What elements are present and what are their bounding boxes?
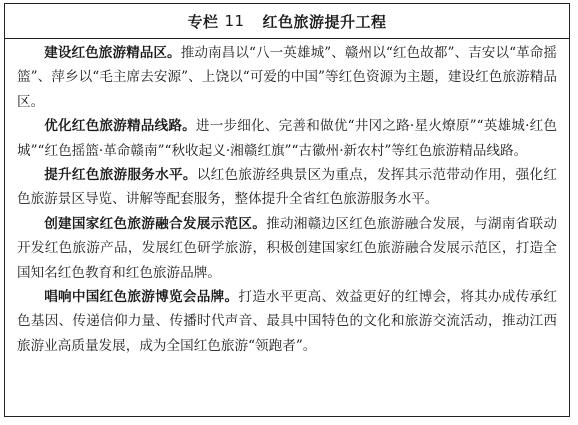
column-content (5, 39, 569, 358)
paragraph-heading: 提升红色旅游服务水平。 (44, 167, 197, 184)
paragraph-tour-routes (17, 114, 557, 163)
paragraph-showcase-areas (17, 41, 557, 114)
paragraph-text: 推动南昌以“八一英雄城”、赣州以“红色故都”、吉安以“革命摇篮”、萍乡以“毛主席去安源”、上饶以“可爱的中国”等红色资源为主题，建设红色旅游精品区。 (17, 45, 558, 110)
column-title: 红色旅游提升工程 (262, 12, 387, 31)
paragraph-heading: 建设红色旅游精品区。 (44, 45, 181, 61)
paragraph-heading: 创建国家红色旅游融合发展示范区。 (44, 215, 267, 232)
paragraph-demonstration-zone (17, 212, 557, 285)
column-title-bar (5, 4, 569, 39)
column-box (4, 3, 570, 417)
paragraph-text: 进一步细化、完善和做优“井冈之路·星火燎原”“英雄城·红色城”“红色摇篮·革命赣南”“秋收起义·湘赣红旗”“古徽州·新农村”等红色旅游精品线路。 (17, 118, 557, 159)
paragraph-heading: 优化红色旅游精品线路。 (44, 118, 196, 135)
paragraph-text: 以红色旅游经典景区为重点，发挥其示范带动作用，强化红色旅游景区导览、讲解等配套服务，整体提升全省红色旅游服务水平。 (17, 167, 558, 208)
paragraph-expo-brand (17, 285, 557, 358)
paragraph-text: 推动湘赣边区红色旅游融合发展，与湖南省联动开发红色旅游产品，发展红色研学旅游，积极创建国家红色旅游融合发展示范区，打造全国知名红色教育和红色旅游品牌。 (17, 215, 557, 281)
paragraph-heading: 唱响中国红色旅游博览会品牌。 (44, 289, 239, 306)
column-number: 11 (224, 12, 245, 30)
column-label: 专栏 (187, 12, 219, 31)
paragraph-text: 打造水平更高、效益更好的红博会，将其办成传承红色基因、传递信仰力量、传播时代声音、最具中国特色的文化和旅游交流活动，推动江西旅游业高质量发展，成为全国红色旅游“领跑者”。 (17, 289, 557, 354)
paragraph-service-level (17, 163, 557, 212)
